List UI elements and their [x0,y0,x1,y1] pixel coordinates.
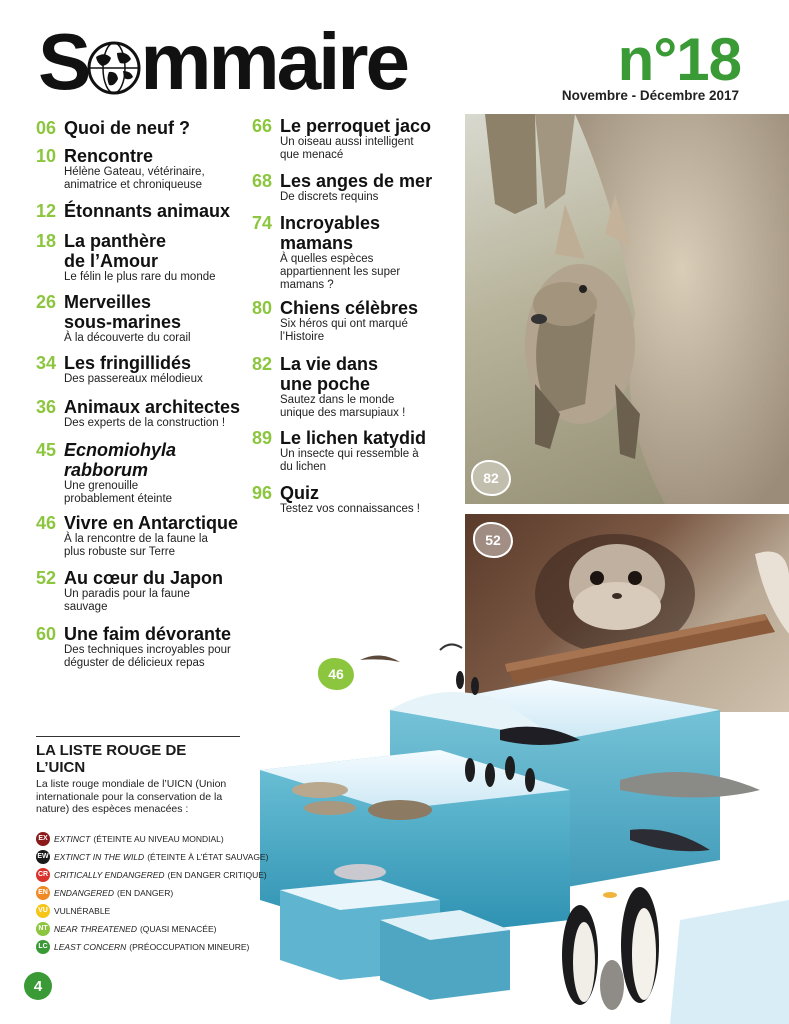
toc-subtitle: Six héros qui ont marqué l’Histoire [280,318,408,343]
toc-subtitle: Sautez dans le monde unique des marsupiaux ! [280,394,406,419]
toc-subtitle: Testez vos connaissances ! [280,503,420,515]
toc-subtitle: Un insecte qui ressemble à du lichen [280,448,419,473]
magazine-title [38,17,407,106]
toc-title: Chiens célèbres [280,298,419,318]
toc-item[interactable] [36,397,256,430]
toc-page-number: 96 [252,483,273,503]
toc-title: Vivre en Antarctique [64,513,239,533]
toc-item[interactable] [36,440,236,506]
divider [36,736,240,737]
toc-item[interactable] [36,624,266,670]
status-code-badge: EX [36,832,50,846]
toc-title: La vie dans une poche [280,354,379,394]
title-end: mmaire [140,17,407,106]
toc-title: Étonnants animaux [64,201,231,221]
toc-item[interactable] [36,353,236,386]
issue-date: Novembre - Décembre 2017 [561,88,739,103]
status-code-badge: NT [36,922,50,936]
page-badge: 82 [471,460,511,496]
red-list-item [36,922,216,936]
toc-title: Rencontre [64,146,154,166]
status-english: LEAST CONCERN [54,942,127,952]
toc-page-number: 26 [36,292,57,312]
toc-title: Quoi de neuf ? [64,118,190,138]
toc-item[interactable] [36,568,256,614]
toc-page-number: 18 [36,231,57,251]
toc-page-number: 52 [36,568,57,588]
status-french: (EN DANGER) [116,888,174,898]
toc-page-number: 10 [36,146,57,166]
toc-title: Les anges de mer [280,171,433,191]
toc-subtitle: À la découverte du corail [64,332,191,344]
kangaroo-illustration [465,114,789,504]
toc-subtitle: Des passereaux mélodieux [64,373,203,385]
toc-title: Ecnomiohyla rabborum [64,440,177,480]
page-badge: 52 [473,522,513,558]
antarctic-scene [240,640,789,1024]
page-badge: 46 [318,658,354,690]
toc-item[interactable] [252,213,457,292]
red-list-item [36,904,110,918]
red-list-item [36,850,268,864]
antarctic-illustration[interactable] [240,640,789,1024]
red-list-item [36,868,267,882]
toc-page-number: 60 [36,624,57,644]
toc-page-number: 66 [252,116,273,136]
toc-item[interactable] [252,116,457,162]
status-english: EXTINCT [54,834,91,844]
toc-page-number: 34 [36,353,57,373]
toc-subtitle: Hélène Gateau, vétérinaire, animatrice et chroniqueuse [64,166,205,191]
toc-item[interactable] [36,513,256,559]
toc-subtitle: Des techniques incroyables pour déguster de délicieux repas [64,644,231,669]
title-start: S [38,17,89,106]
toc-page-number: 74 [252,213,273,233]
toc-subtitle: Un oiseau aussi intelligent que menacé [280,136,414,161]
toc-page-number: 82 [252,354,273,374]
status-code-badge: CR [36,868,50,882]
status-code-badge: LC [36,940,50,954]
toc-page-number: 80 [252,298,273,318]
toc-item[interactable] [252,354,457,420]
toc-subtitle: À quelles espèces appartiennent les super mamans ? [280,253,401,291]
toc-page-number: 36 [36,397,57,417]
status-french: (PRÉOCCUPATION MINEURE) [129,942,250,952]
toc-item[interactable] [252,298,457,344]
status-french: VULNÉRABLE [54,906,111,916]
toc-item[interactable] [252,483,457,516]
status-french: (ÉTEINTE À L’ÉTAT SAUVAGE) [147,852,269,862]
toc-subtitle: Le félin le plus rare du monde [64,271,216,283]
status-french: (EN DANGER CRITIQUE) [167,870,267,880]
toc-item[interactable] [36,231,236,284]
red-list-item [36,940,249,954]
toc-subtitle: À la rencontre de la faune la plus robuste sur Terre [64,533,208,558]
toc-page-number: 45 [36,440,57,460]
toc-title: Une faim dévorante [64,624,232,644]
kangaroo-photo[interactable] [465,114,789,504]
toc-item[interactable] [36,146,236,192]
status-code-badge: VU [36,904,50,918]
status-english: CRITICALLY ENDANGERED [54,870,165,880]
status-english: NEAR THREATENED [54,924,137,934]
toc-title: Le lichen katydid [280,428,427,448]
globe-icon [87,41,141,95]
toc-page-number: 68 [252,171,273,191]
toc-title: Au cœur du Japon [64,568,223,588]
red-list-item [36,832,224,846]
toc-item[interactable] [252,171,457,204]
page-number: 4 [24,972,52,1000]
status-french: (QUASI MENACÉE) [139,924,217,934]
toc-page-number: 89 [252,428,273,448]
toc-item[interactable] [36,118,236,138]
toc-title: Les fringillidés [64,353,192,373]
status-english: ENDANGERED [54,888,114,898]
status-french: (ÉTEINTE AU NIVEAU MONDIAL) [93,834,224,844]
toc-item[interactable] [36,201,256,221]
red-list-item [36,886,173,900]
toc-subtitle: Un paradis pour la faune sauvage [64,588,190,613]
status-code-badge: EN [36,886,50,900]
red-list-description: La liste rouge mondiale de l’UICN (Union internationale pour la conservation de la nature) des espèces menacées : [36,778,227,815]
toc-title: Le perroquet jaco [280,116,432,136]
toc-title: Animaux architectes [64,397,241,417]
toc-title: Quiz [280,483,319,503]
toc-title: La panthère de l’Amour [64,231,167,271]
toc-page-number: 06 [36,118,57,138]
toc-title: Incroyables mamans [280,213,381,253]
toc-item[interactable] [36,292,236,345]
status-english: EXTINCT IN THE WILD [54,852,145,862]
toc-title: Merveilles sous-marines [64,292,182,332]
toc-subtitle: De discrets requins [280,191,379,203]
issue-number: n°18 [617,26,741,93]
toc-page-number: 46 [36,513,57,533]
toc-item[interactable] [252,428,457,474]
toc-page-number: 12 [36,201,57,221]
toc-subtitle: Une grenouille probablement éteinte [64,480,173,505]
toc-subtitle: Des experts de la construction ! [64,417,226,429]
status-code-badge: EW [36,850,50,864]
red-list-title: LA LISTE ROUGE DE L’UICN [36,742,187,776]
